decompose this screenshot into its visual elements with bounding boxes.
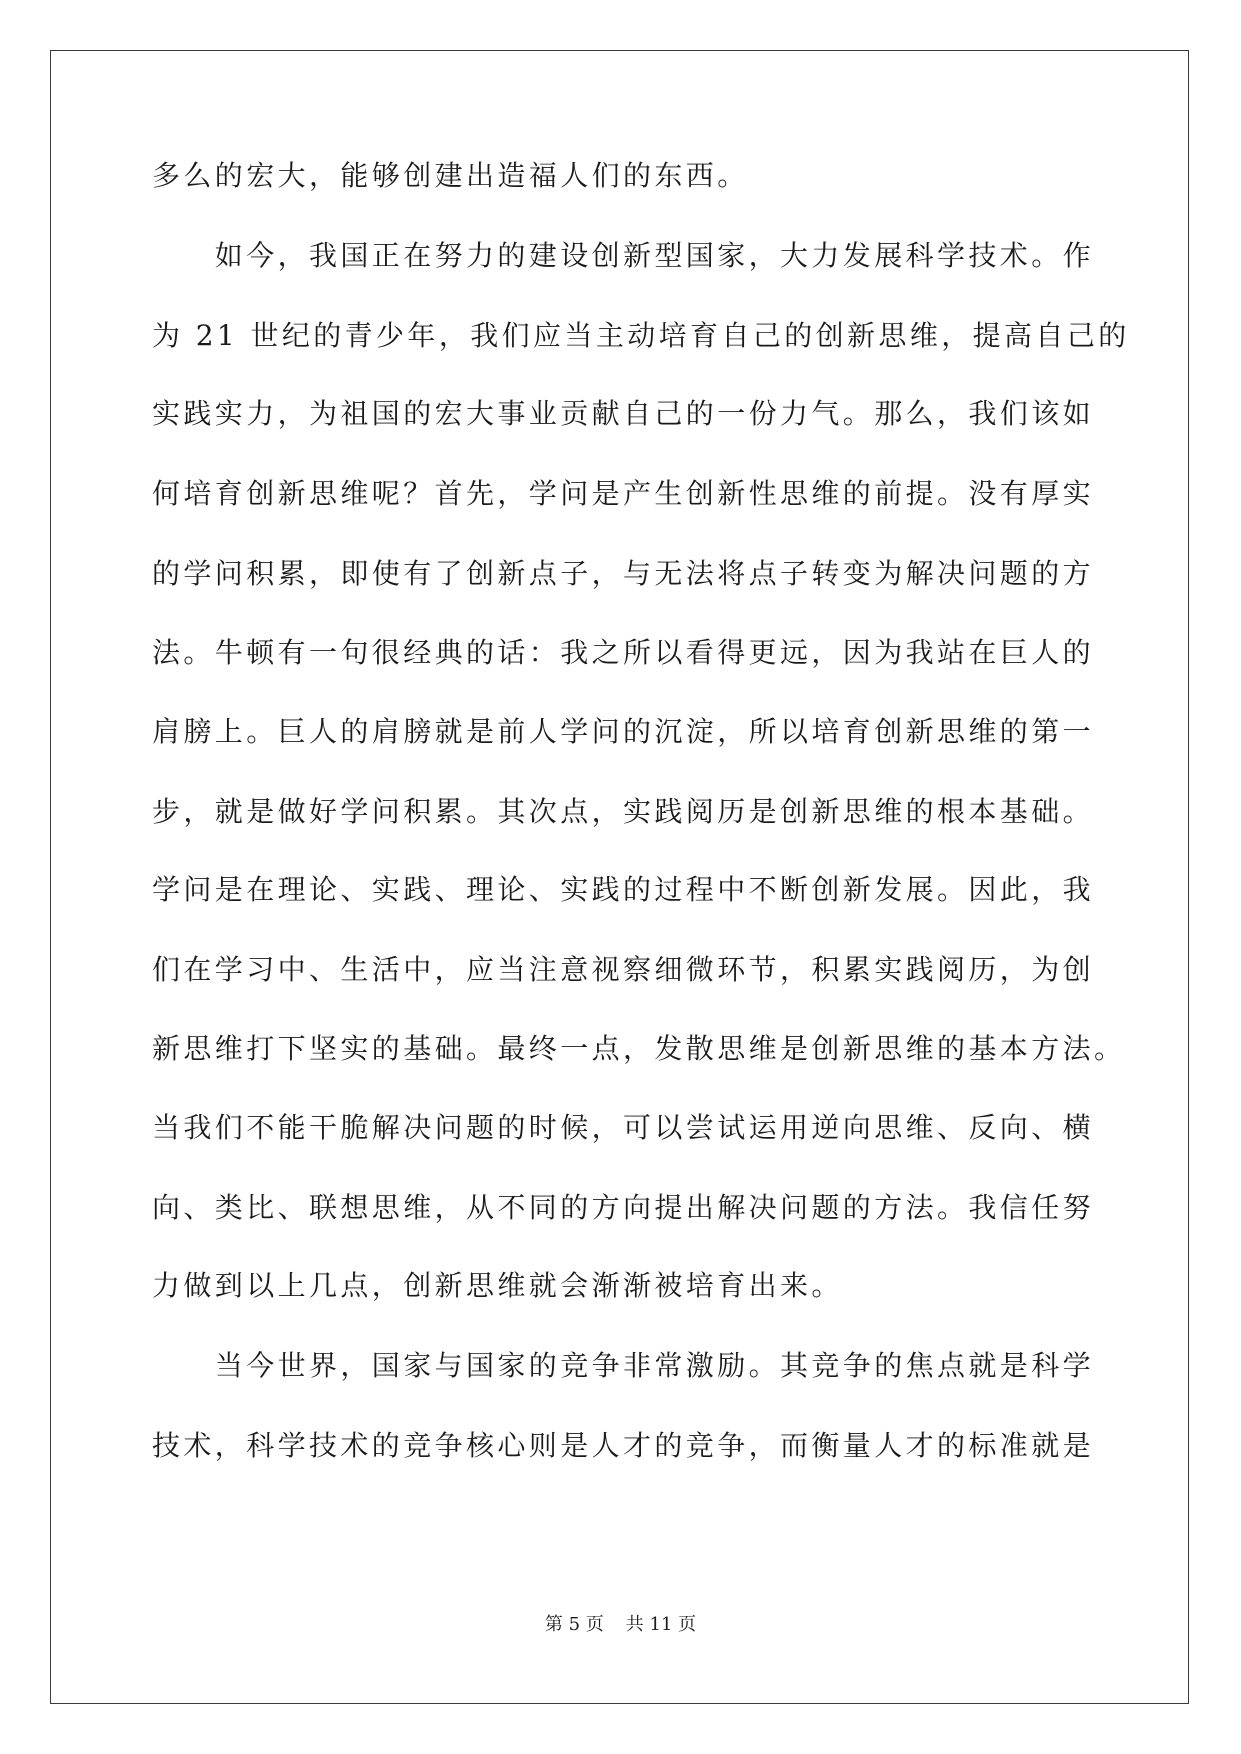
text-line: 新思维打下坚实的基础。最终一点，发散思维是创新思维的基本方法。	[152, 1032, 1126, 1065]
text-line: 技术，科学技术的竞争核心则是人才的竞争，而衡量人才的标准就是	[152, 1429, 1095, 1462]
page-total: 共 11 页	[625, 1614, 697, 1635]
page-footer	[0, 1614, 1241, 1636]
text-line: 向、类比、联想思维，从不同的方向提出解决问题的方法。我信任努	[152, 1191, 1095, 1224]
text-line: 当我们不能干脆解决问题的时候，可以尝试运用逆向思维、反向、横	[152, 1111, 1095, 1144]
text-line: 力做到以上几点，创新思维就会渐渐被培育出来。	[152, 1269, 843, 1302]
text-line: 如今，我国正在努力的建设创新型国家，大力发展科学技术。作	[152, 239, 1095, 272]
text-line: 肩膀上。巨人的肩膀就是前人学问的沉淀，所以培育创新思维的第一	[152, 715, 1095, 748]
text-line: 为 21 世纪的青少年，我们应当主动培育自己的创新思维，提高自己的	[152, 319, 1130, 352]
text-line: 实践实力，为祖国的宏大事业贡献自己的一份力气。那么，我们该如	[152, 397, 1095, 430]
text-line: 多么的宏大，能够创建出造福人们的东西。	[152, 159, 749, 192]
text-line: 当今世界，国家与国家的竞争非常激励。其竞争的焦点就是科学	[152, 1349, 1095, 1382]
text-line: 的学问积累，即使有了创新点子，与无法将点子转变为解决问题的方	[152, 557, 1095, 590]
page-number: 第 5 页	[544, 1614, 604, 1635]
text-line: 们在学习中、生活中，应当注意视察细微环节，积累实践阅历，为创	[152, 953, 1095, 986]
text-line: 法。牛顿有一句很经典的话：我之所以看得更远，因为我站在巨人的	[152, 636, 1095, 669]
text-line: 学问是在理论、实践、理论、实践的过程中不断创新发展。因此，我	[152, 873, 1095, 906]
text-line: 步，就是做好学问积累。其次点，实践阅历是创新思维的根本基础。	[152, 795, 1095, 828]
text-line: 何培育创新思维呢？首先，学问是产生创新性思维的前提。没有厚实	[152, 477, 1095, 510]
